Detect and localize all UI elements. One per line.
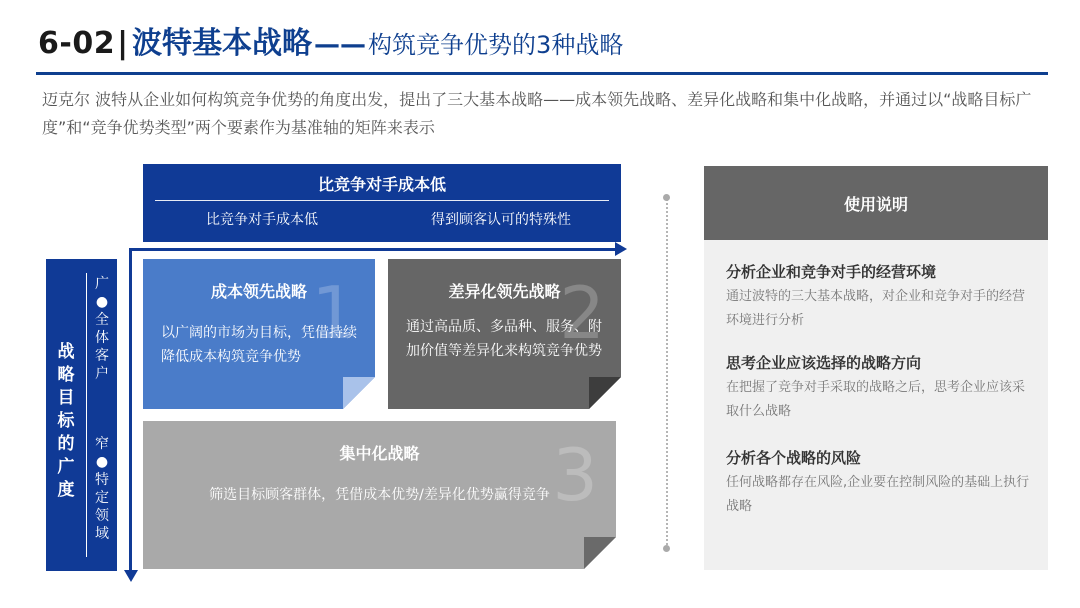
page-curl-icon	[584, 537, 616, 569]
differentiation-box	[388, 259, 621, 409]
title-bar: |	[117, 26, 129, 61]
page-curl-icon	[343, 377, 375, 409]
usage-item-heading: 分析企业和竞争对手的经营环境	[726, 263, 937, 281]
strategic-scope-header	[46, 259, 117, 571]
vertical-axis	[129, 248, 132, 572]
focus-strategy-box	[143, 421, 616, 569]
title-separator: ——	[314, 30, 367, 60]
left-header-divider	[86, 273, 87, 557]
title-underline	[36, 72, 1048, 75]
usage-panel-header	[704, 166, 1048, 240]
box-description: 通过高品质、多品种、服务、附加价值等差异化来构筑竞争优势	[406, 319, 602, 359]
dotted-divider	[666, 196, 668, 548]
usage-panel-title: 使用说明	[843, 195, 908, 214]
divider-dot-top	[663, 194, 670, 201]
left-header-title: 战略目标的广度	[57, 342, 75, 500]
title-main: 波特基本战略	[132, 26, 313, 61]
left-header-broad-label: 广●全体客户	[95, 276, 109, 382]
usage-item-text: 通过波特的三大基本战略，对企业和竞争对手的经营环境进行分析	[726, 289, 1026, 328]
title-subtitle: 构筑竞争优势的3种战略	[368, 31, 624, 59]
box-title: 集中化战略	[339, 444, 420, 463]
arrow-right-icon	[615, 242, 627, 256]
box-number: 1	[311, 271, 357, 355]
page-title	[38, 18, 623, 68]
horizontal-axis	[129, 248, 617, 251]
usage-item-text: 任何战略都存在风险,企业要在控制风险的基础上执行战略	[726, 475, 1030, 514]
box-description: 筛选目标顾客群体，凭借成本优势/差异化优势赢得竞争	[209, 487, 550, 503]
top-header-title: 比竞争对手成本低	[317, 175, 446, 194]
arrow-down-icon	[124, 570, 138, 582]
intro-text: 迈克尔 波特从企业如何构筑竞争优势的角度出发，提出了三大基本战略——成本领先战略、差异化战略和集中化战略，并通过以“战略目标广度”和“竞争优势类型”两个要素作为基准轴的矩阵来表示	[42, 90, 1032, 137]
usage-item-heading: 分析各个战略的风险	[726, 449, 862, 467]
box-number: 2	[559, 271, 605, 355]
section-number: 6-02	[38, 26, 116, 61]
top-header-right-label: 得到顾客认可的特殊性	[431, 212, 571, 228]
box-title: 差异化领先战略	[448, 282, 561, 301]
competitive-advantage-header	[143, 164, 621, 242]
top-header-divider	[155, 200, 609, 201]
left-header-narrow-label: 窄●特定领域	[95, 436, 109, 542]
divider-dot-bottom	[663, 545, 670, 552]
box-number: 3	[552, 433, 598, 517]
usage-panel-body	[704, 240, 1048, 570]
usage-item-text: 在把握了竞争对手采取的战略之后，思考企业应该采取什么战略	[726, 380, 1026, 419]
box-title: 成本领先战略	[210, 282, 307, 301]
page-curl-icon	[589, 377, 621, 409]
box-description: 以广阔的市场为目标，凭借持续降低成本构筑竞争优势	[161, 325, 357, 365]
top-header-left-label: 比竞争对手成本低	[206, 212, 318, 228]
usage-item-heading: 思考企业应该选择的战略方向	[726, 354, 922, 372]
cost-leadership-box	[143, 259, 375, 409]
